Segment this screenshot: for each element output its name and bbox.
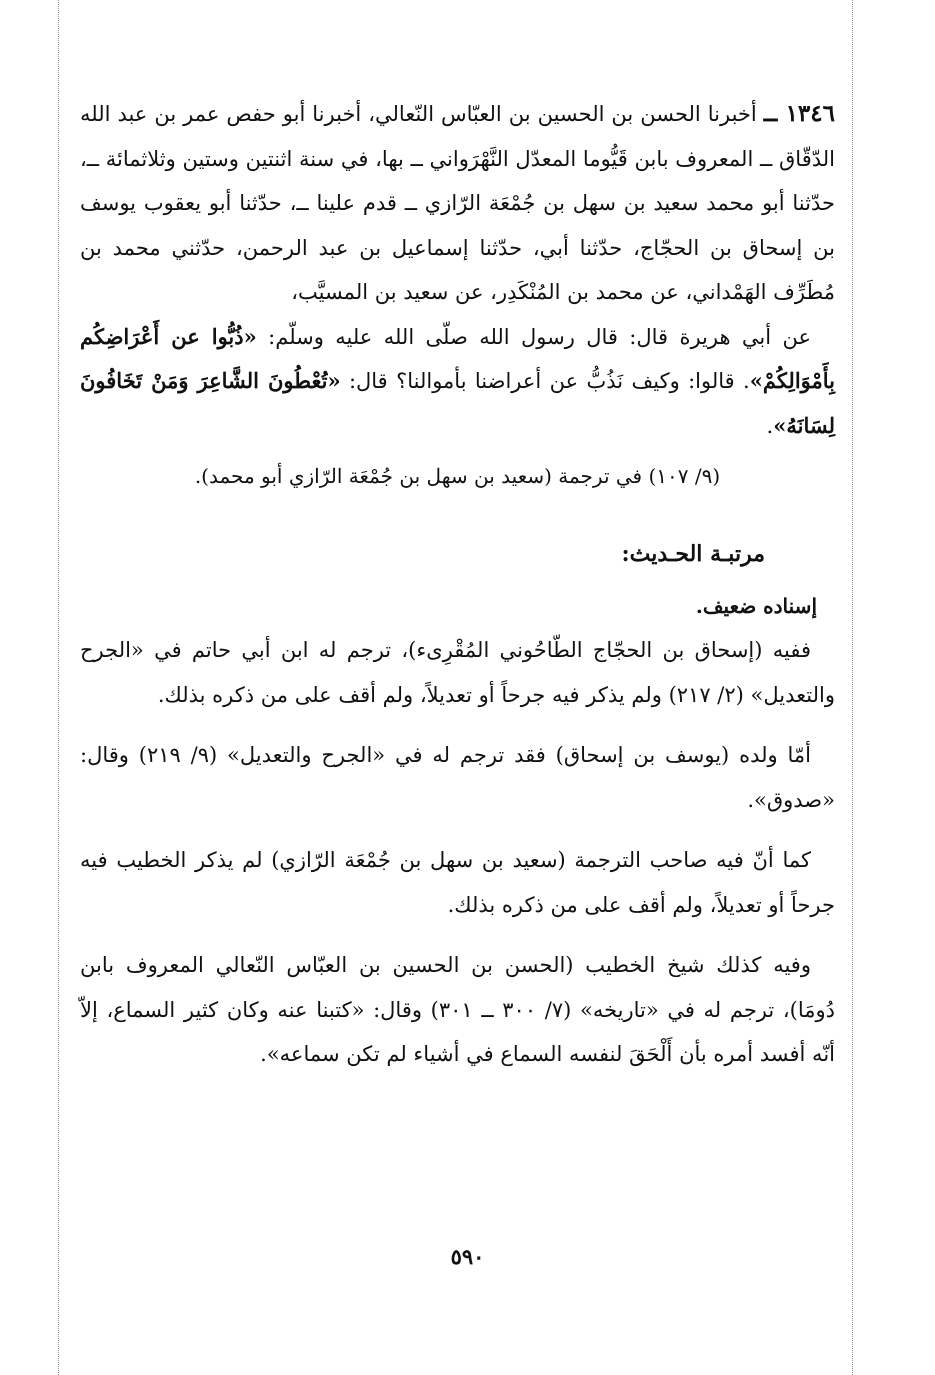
hadith-matn [80, 315, 835, 449]
matn-quote-2: «تُعْطُونَ الشَّاعِرَ وَمَنْ تَخَافُونَ لِسَانَهُ» [80, 368, 835, 438]
analysis-paragraph-1: ففيه (إسحاق بن الحجّاج الطّاحُوني المُقْرِىء)، ترجم له ابن أبي حاتم في «الجرح والتعديل» (٢/ ٢١٧) ولم يذكر فيه جرحاً أو تعديلاً، ولم أقف على من ذكره بذلك. [80, 638, 835, 707]
analysis-paragraph-2: أمّا ولده (يوسف بن إسحاق) فقد ترجم له في «الجرح والتعديل» (٩/ ٢١٩) وقال: «صدوق». [80, 743, 835, 812]
hadith-isnad [80, 92, 835, 315]
grade-heading: مرتبـة الحـديث: [621, 541, 765, 567]
matn-quote-1: «ذُبُّوا عن أَعْرَاضِكُم بِأَمْوَالِكُمْ» [80, 323, 835, 393]
hadith-number: ١٣٤٦ ــ [763, 100, 835, 127]
source-reference: (٩/ ١٠٧) في ترجمة (سعيد بن سهل بن جُمْعَة الرّازي أبو محمد). [194, 464, 721, 488]
grade-value: إسناده ضعيف. [695, 594, 817, 618]
scan-margin-right [852, 0, 853, 1375]
matn-mid: . قالوا: وكيف نَذُبُّ عن أعراضنا بأموالنا؟ قال: [348, 369, 750, 393]
scan-margin-left [58, 0, 59, 1375]
analysis-paragraph-4: وفيه كذلك شيخ الخطيب (الحسن بن الحسين بن العبّاس النّعالي المعروف بابن دُومَا)، ترجم له في «تاريخه» (٧/ ٣٠٠ ــ ٣٠١) وقال: «كتبنا عنه وكان كثير السماع، إلاّ أنّه أفسد أمره بأن أَلْحَقَ لنفسه السماع في أشياء لم تكن سماعه». [80, 953, 835, 1066]
page-body [80, 92, 835, 1077]
matn-intro: عن أبي هريرة قال: قال رسول الله صلّى الله عليه وسلّم: [268, 324, 811, 349]
analysis-paragraph-3: كما أنّ فيه صاحب الترجمة (سعيد بن سهل بن جُمْعَة الرّازي) لم يذكر الخطيب فيه جرحاً أو تعديلاً، ولم أقف على من ذكره بذلك. [80, 848, 835, 917]
isnad-text: أخبرنا الحسن بن الحسين بن العبّاس النّعالي، أخبرنا أبو حفص عمر بن عبد الله الدّقّاق ــ المعروف بابن قَيُّوما المعدّل النَّهْرَواني ــ بها، في سنة اثنتين وستين وثلاثمائة ــ، حدّثنا أبو محمد سعيد بن سهل بن جُمْعَة الرّازي ــ قدم علينا ــ، حدّثنا أبو يعقوب يوسف بن إسحاق بن الحجّاج، حدّثنا أبي، حدّثنا إسماعيل بن عبد الرحمن، حدّثني محمد بن مُطَرِّف الهَمْداني، عن محمد بن المُنْكَدِر، عن سعيد بن المسيَّب، [80, 102, 835, 304]
page-number: ٥٩٠ [450, 1244, 485, 1269]
matn-end: . [766, 413, 774, 438]
